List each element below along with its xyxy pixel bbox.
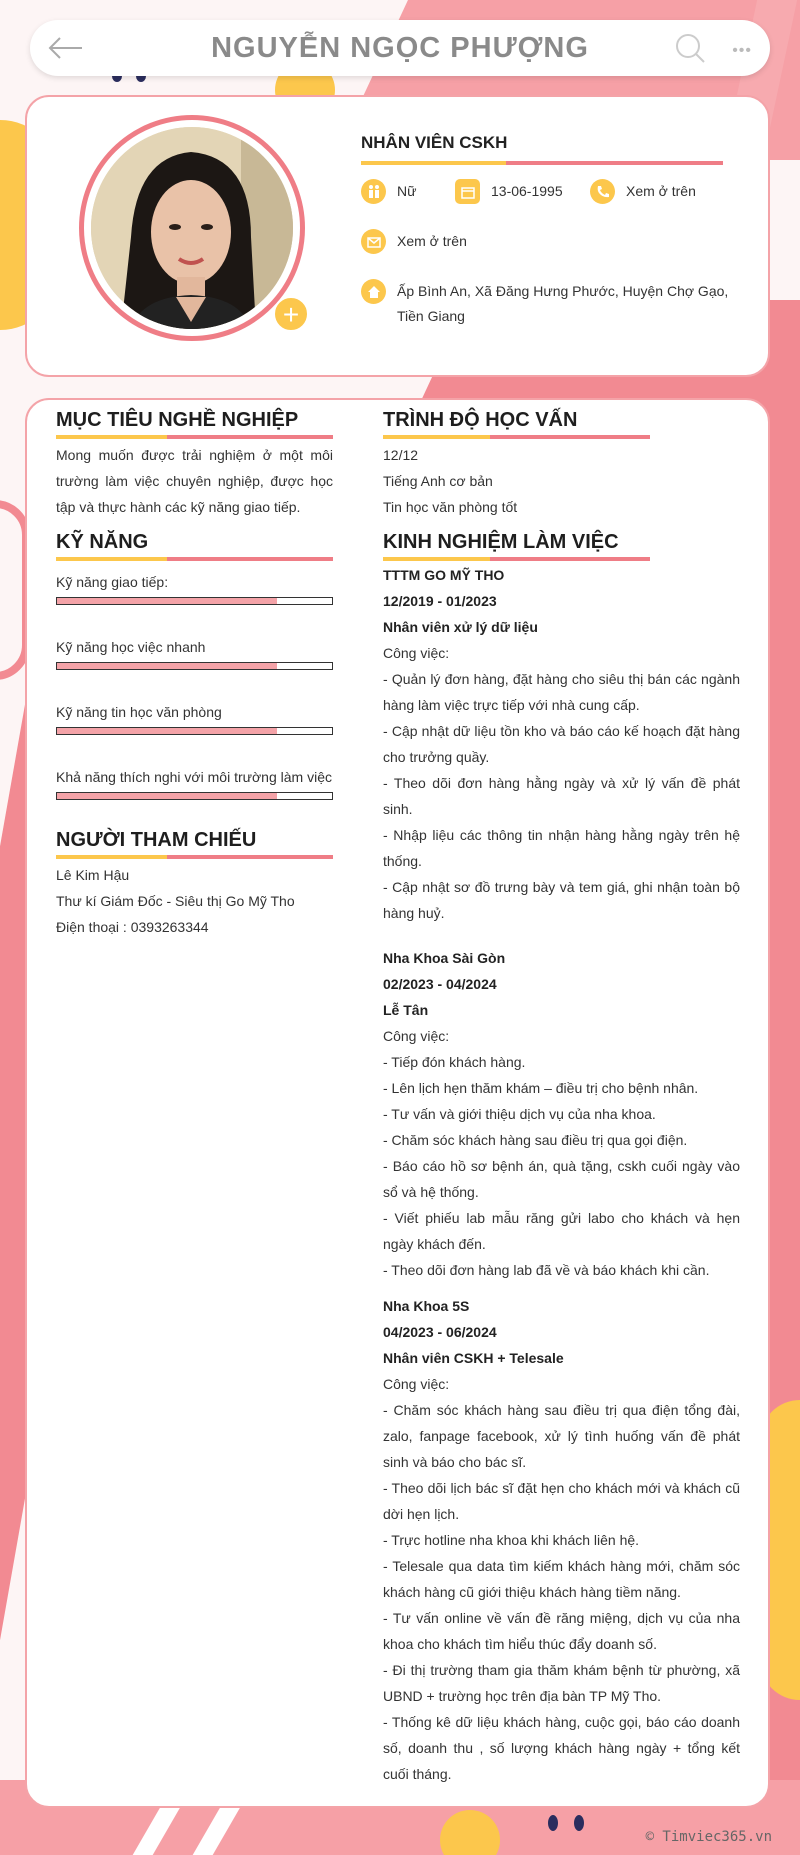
skill-bar-fill [57, 598, 277, 604]
email-info [361, 229, 467, 254]
add-photo-button[interactable]: + [273, 296, 309, 332]
job-role: Nhân viên CSKH + Telesale [383, 1350, 564, 1366]
job-period: 04/2023 - 06/2024 [383, 1324, 497, 1340]
reference-position: Thư kí Giám Đốc - Siêu thị Go Mỹ Tho [56, 893, 295, 909]
job-task: - Nhập liệu các thông tin nhận hàng hằng ngày trên hệ thống. [383, 827, 740, 869]
section-title-career-goal: MỤC TIÊU NGHỀ NGHIỆP [56, 409, 299, 431]
job-task: - Theo dõi đơn hàng lab đã về và báo khách khi cần. [383, 1262, 710, 1278]
job-company: Nha Khoa 5S [383, 1298, 470, 1314]
footer-copyright[interactable]: © Timviec365.vn [645, 1829, 772, 1845]
avatar [91, 127, 293, 329]
gender-icon [361, 179, 386, 204]
skill-bar-fill [57, 663, 277, 669]
job-period: 12/2019 - 01/2023 [383, 593, 497, 609]
job-company: TTTM GO MỸ THO [383, 567, 505, 583]
job-role: Nhân viên xử lý dữ liệu [383, 619, 538, 635]
job-task: - Telesale qua data tìm kiếm khách hàng mới, chăm sóc khách hàng cũ giới thiệu khách hàng tiềm năng. [383, 1558, 740, 1600]
job-task: - Cập nhật sơ đồ trưng bày và tem giá, ghi nhận toàn bộ hàng huỷ. [383, 879, 740, 921]
job-task: - Tiếp đón khách hàng. [383, 1054, 526, 1070]
section-title-education: TRÌNH ĐỘ HỌC VẤN [383, 409, 578, 431]
job-entry [383, 945, 740, 1283]
calendar-icon [455, 179, 480, 204]
section-divider [56, 557, 333, 561]
job-tasks-label: Công việc: [383, 1028, 450, 1044]
phone-value[interactable]: Xem ở trên [626, 183, 696, 199]
job-company: Nha Khoa Sài Gòn [383, 950, 506, 966]
job-task: - Viết phiếu lab mẫu răng gửi labo cho khách và hẹn ngày khách đến. [383, 1210, 740, 1252]
education-line: Tiếng Anh cơ bản [383, 473, 493, 489]
reference-phone: Điện thoại : 0393263344 [56, 919, 209, 935]
section-title-skills: KỸ NĂNG [56, 531, 149, 553]
skill-bar [56, 792, 333, 800]
phone-info [590, 179, 696, 204]
job-period: 02/2023 - 04/2024 [383, 976, 497, 992]
skill-label: Kỹ năng học việc nhanh [56, 639, 206, 655]
gender-info [361, 179, 416, 204]
section-title-experience: KINH NGHIỆM LÀM VIỆC [383, 531, 619, 553]
job-task: - Chăm sóc khách hàng sau điều trị qua gọi điện. [383, 1132, 688, 1148]
job-task: - Tư vấn online về vấn đề răng miệng, dịch vụ của nha khoa cho khách tìm hiểu thúc đẩy doanh số. [383, 1610, 740, 1652]
email-icon [361, 229, 386, 254]
home-icon [361, 279, 386, 304]
title-divider [361, 161, 723, 165]
skill-bar [56, 662, 333, 670]
content-card [25, 398, 770, 1808]
section-title-references: NGƯỜI THAM CHIẾU [56, 829, 257, 851]
skill-bar-fill [57, 793, 277, 799]
avatar-frame [79, 115, 305, 341]
section-divider [383, 557, 650, 561]
job-task: - Lên lịch hẹn thăm khám – điều trị cho bệnh nhân. [383, 1080, 699, 1096]
skill-label: Kỹ năng giao tiếp: [56, 574, 169, 590]
skill-label: Kỹ năng tin học văn phòng [56, 704, 222, 720]
job-role: Lễ Tân [383, 1002, 429, 1018]
section-divider [56, 855, 333, 859]
job-tasks-label: Công việc: [383, 1376, 450, 1392]
section-divider [56, 435, 333, 439]
job-entry [383, 1293, 740, 1787]
job-task: - Đi thị trường tham gia thăm khám bệnh từ phường, xã UBND + trường học trên địa bàn TP Mỹ Tho. [383, 1662, 740, 1704]
birthday-value: 13-06-1995 [491, 183, 563, 199]
gender-value: Nữ [397, 183, 417, 199]
job-task: - Trực hotline nha khoa khi khách liên hệ. [383, 1532, 640, 1548]
address-info [361, 279, 731, 329]
skill-label: Khả năng thích nghi với môi trường làm việc [56, 769, 332, 785]
job-task: - Báo cáo hồ sơ bệnh án, quà tặng, cskh cuối ngày vào sổ và hệ thống. [383, 1158, 740, 1200]
skill-bar [56, 727, 333, 735]
email-value[interactable]: Xem ở trên [397, 233, 467, 249]
job-task: - Theo dõi lịch bác sĩ đặt hẹn cho khách mới và khách cũ dời hẹn lịch. [383, 1480, 740, 1522]
top-bar [30, 20, 770, 76]
job-task: - Theo dõi đơn hàng hằng ngày và xử lý vấn đề phát sinh. [383, 775, 740, 817]
job-task: - Thống kê dữ liệu khách hàng, cuộc gọi, báo cáo doanh số, doanh thu , số lượng khách hàng ngày + tổng kết cuối tháng. [383, 1714, 740, 1782]
job-task: - Chăm sóc khách hàng sau điều trị qua điện tổng đài, zalo, fanpage facebook, xử lý tình huống vấn đề phát sinh và báo cho bác sĩ. [383, 1402, 740, 1470]
job-entry [383, 562, 740, 926]
career-goal-text: Mong muốn được trải nghiệm ở một môi trường làm việc chuyên nghiệp, được học tập và thực hành các kỹ năng giao tiếp. [56, 447, 333, 515]
more-icon[interactable]: ••• [732, 42, 752, 59]
search-icon[interactable] [674, 32, 706, 69]
skill-bar [56, 597, 333, 605]
reference-name: Lê Kim Hậu [56, 867, 130, 883]
job-task: - Quản lý đơn hàng, đặt hàng cho siêu thị bán các ngành hàng làm việc trực tiếp với nhà cung cấp. [383, 671, 740, 713]
skill-bar-fill [57, 728, 277, 734]
address-value: Ấp Bình An, Xã Đăng Hưng Phước, Huyện Chợ Gạo, Tiền Giang [397, 283, 729, 324]
education-line: Tin học văn phòng tốt [383, 499, 518, 515]
birthday-info [455, 179, 563, 204]
job-task: - Cập nhật dữ liệu tồn kho và báo cáo kế hoạch đặt hàng cho trưởng quầy. [383, 723, 740, 765]
job-tasks-label: Công việc: [383, 645, 450, 661]
job-title: NHÂN VIÊN CSKH [361, 133, 508, 152]
arrow-left-icon[interactable] [46, 34, 86, 67]
page-title: NGUYỄN NGỌC PHƯỢNG [211, 31, 589, 64]
section-divider [383, 435, 650, 439]
job-task: - Tư vấn và giới thiệu dịch vụ của nha khoa. [383, 1106, 656, 1122]
phone-icon [590, 179, 615, 204]
education-line: 12/12 [383, 447, 419, 463]
profile-card [25, 95, 770, 377]
